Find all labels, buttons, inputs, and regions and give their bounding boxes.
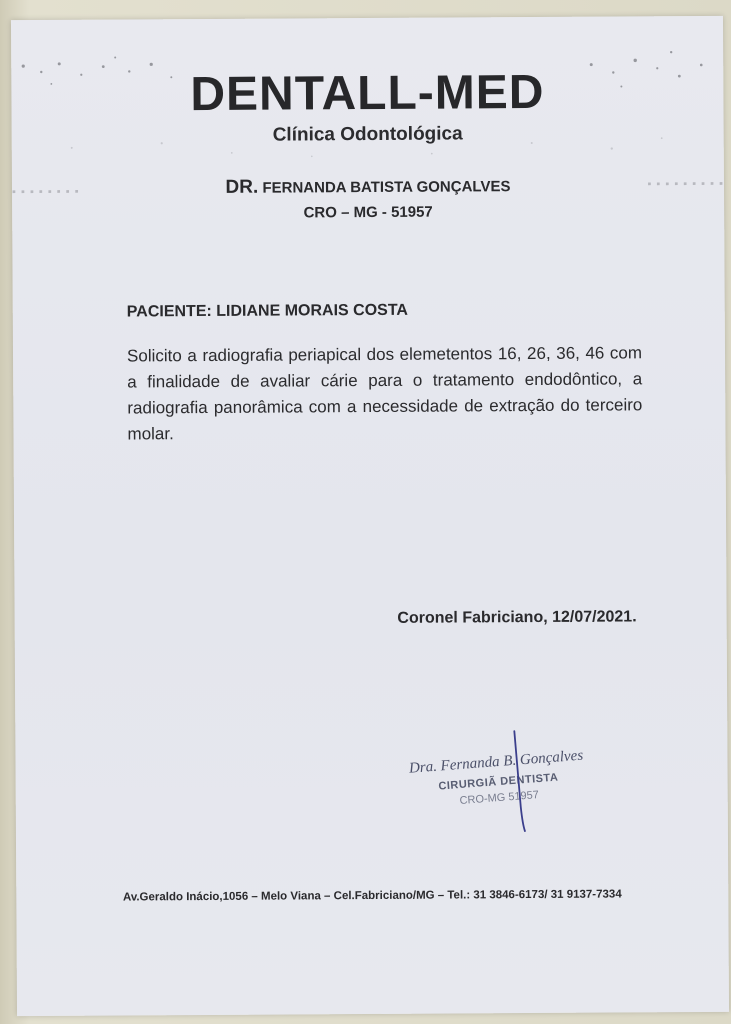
stamp-role: CIRURGIÃ DENTISTA: [438, 771, 559, 793]
patient-line: PACIENTE: LIDIANE MORAIS COSTA: [126, 301, 408, 321]
request-paragraph: Solicito a radiografia periapical dos elemetentos 16, 26, 36, 46 com a finalidade de avaliar cárie para o tratamento endodôntico, a radiografia panorâmica com a necessidade de extração do terceiro molar.: [126, 343, 643, 444]
doctor-name: [12, 174, 724, 200]
doctor-prefix: DR.: [225, 176, 259, 198]
place-and-date: Coronel Fabriciano, 12/07/2021.: [397, 608, 637, 627]
footer-address: Av.Geraldo Inácio,1056 – Melo Viana – Cel.Fabriciano/MG – Tel.: 31 3846-6173/ 31 9137-7334: [122, 888, 622, 904]
bleed-through-text-left: ▪ ▪ ▪ ▪ ▪ ▪ ▪ ▪: [11, 185, 80, 199]
bleed-through-text-right: ▪ ▪ ▪ ▪ ▪ ▪ ▪ ▪ ▪: [647, 177, 725, 191]
stamp-name: Dra. Fernanda B. Gonçalves: [408, 747, 584, 777]
clinic-subtitle: Clínica Odontológica: [272, 123, 463, 146]
doctor-full-name: FERNANDA BATISTA GONÇALVES: [262, 178, 511, 197]
doctor-cro: CRO – MG - 51957: [303, 203, 433, 222]
stamp-cro: CRO-MG 51957: [459, 789, 540, 808]
prescription-sheet: [11, 16, 729, 1016]
clinic-title: DENTALL-MED: [190, 65, 545, 122]
signature: [510, 729, 531, 833]
